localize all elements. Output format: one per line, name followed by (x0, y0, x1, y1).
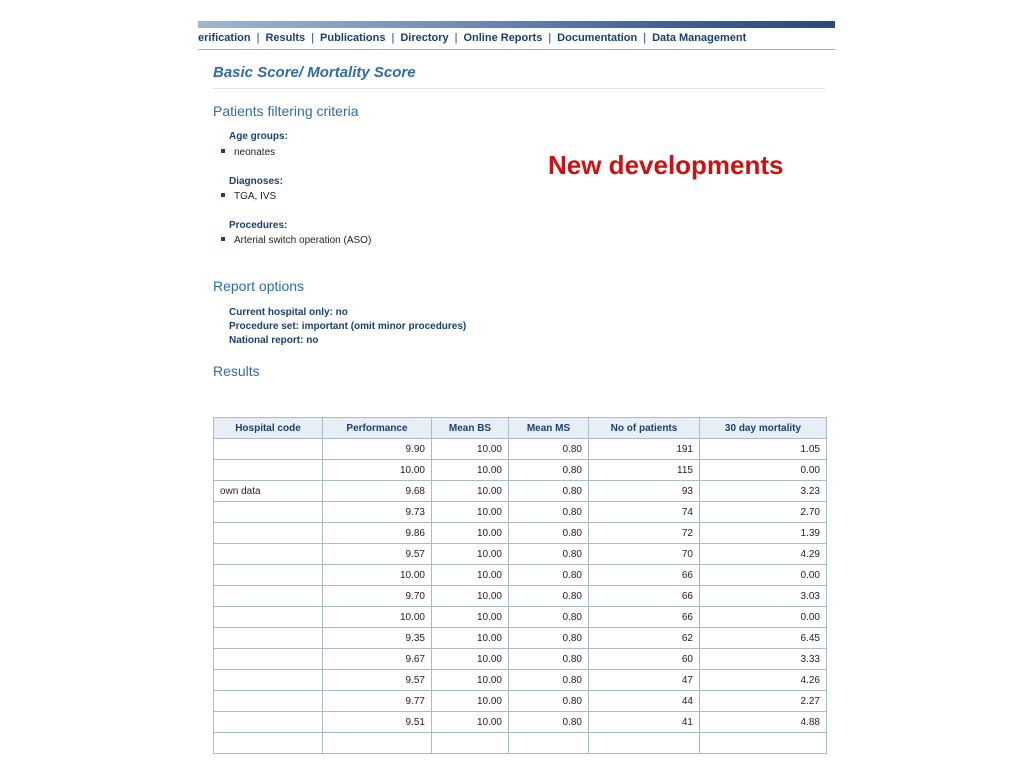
table-row (214, 544, 827, 565)
table-cell: 4.29 (700, 544, 827, 565)
filter-heading: Patients filtering criteria (213, 103, 359, 119)
table-cell: 60 (589, 649, 700, 670)
nav-link-directory[interactable]: Directory (400, 32, 449, 44)
nav-separator: | (548, 32, 552, 44)
table-cell (214, 586, 323, 607)
table-cell: 0.80 (509, 607, 589, 628)
table-cell: 9.57 (323, 670, 432, 691)
table-cell: 47 (589, 670, 700, 691)
table-cell: 3.23 (700, 481, 827, 502)
table-cell (214, 439, 323, 460)
table-cell: 4.26 (700, 670, 827, 691)
nav-link-results[interactable]: Results (265, 32, 306, 44)
table-row (214, 460, 827, 481)
table-cell: 10.00 (432, 565, 509, 586)
table-cell: 10.00 (432, 586, 509, 607)
nav-link-publications[interactable]: Publications (320, 32, 386, 44)
table-cell: 0.80 (509, 670, 589, 691)
table-cell: 41 (589, 712, 700, 733)
current-hospital-option: Current hospital only: no (229, 307, 348, 318)
table-cell: 9.35 (323, 628, 432, 649)
column-header: No of patients (589, 418, 700, 439)
table-row (214, 628, 827, 649)
procedures-value: Arterial switch operation (ASO) (234, 235, 372, 246)
bullet-icon (221, 193, 225, 197)
table-cell: 0.80 (509, 691, 589, 712)
table-cell (214, 523, 323, 544)
table-cell: 0.80 (509, 565, 589, 586)
table-row (214, 670, 827, 691)
table-row (214, 439, 827, 460)
nav-separator: | (643, 32, 647, 44)
table-cell: own data (214, 481, 323, 502)
nav-link-online-reports[interactable]: Online Reports (463, 32, 543, 44)
nav-separator: | (391, 32, 395, 44)
age-groups-label: Age groups: (229, 131, 288, 142)
table-cell (214, 691, 323, 712)
table-cell (214, 565, 323, 586)
table-cell (214, 460, 323, 481)
table-cell: 72 (589, 523, 700, 544)
table-cell: 3.03 (700, 586, 827, 607)
table-cell: 9.90 (323, 439, 432, 460)
column-header: Mean MS (509, 418, 589, 439)
age-groups-item (221, 147, 275, 158)
table-cell: 66 (589, 586, 700, 607)
table-cell (214, 628, 323, 649)
table-cell: 0.00 (700, 607, 827, 628)
table-row (214, 649, 827, 670)
table-row (214, 733, 827, 754)
table-cell: 10.00 (432, 607, 509, 628)
nav-separator: | (454, 32, 458, 44)
nav-link-erification[interactable]: erification (198, 32, 251, 44)
table-cell: 2.27 (700, 691, 827, 712)
results-heading: Results (213, 363, 260, 379)
table-cell: 74 (589, 502, 700, 523)
table-cell: 0.80 (509, 628, 589, 649)
table-cell: 0.00 (700, 565, 827, 586)
table-cell (432, 733, 509, 754)
table-cell: 0.80 (509, 439, 589, 460)
table-cell: 6.45 (700, 628, 827, 649)
table-cell: 0.00 (700, 460, 827, 481)
table-cell: 0.80 (509, 712, 589, 733)
new-developments-callout: New developments (548, 150, 784, 180)
bullet-icon (221, 237, 225, 241)
nav-separator: | (256, 32, 260, 44)
table-cell: 10.00 (323, 565, 432, 586)
table-cell: 3.33 (700, 649, 827, 670)
table-cell: 10.00 (432, 481, 509, 502)
table-cell: 191 (589, 439, 700, 460)
table-cell: 0.80 (509, 502, 589, 523)
table-cell: 0.80 (509, 523, 589, 544)
table-row (214, 607, 827, 628)
nav-link-data-management[interactable]: Data Management (652, 32, 747, 44)
table-row (214, 481, 827, 502)
table-cell (214, 502, 323, 523)
table-cell: 9.77 (323, 691, 432, 712)
table-cell: 4.88 (700, 712, 827, 733)
table-cell (214, 712, 323, 733)
table-cell: 10.00 (432, 439, 509, 460)
title-divider (213, 88, 825, 89)
table-cell: 0.80 (509, 460, 589, 481)
age-groups-value: neonates (234, 147, 276, 158)
table-cell: 10.00 (432, 712, 509, 733)
table-cell: 0.80 (509, 586, 589, 607)
table-cell: 0.80 (509, 481, 589, 502)
table-cell: 0.80 (509, 544, 589, 565)
table-cell (214, 649, 323, 670)
procedures-item (221, 235, 371, 246)
table-cell: 9.73 (323, 502, 432, 523)
page-title: Basic Score/ Mortality Score (213, 64, 416, 81)
table-cell: 9.70 (323, 586, 432, 607)
diagnoses-item (221, 191, 276, 202)
table-cell: 10.00 (323, 607, 432, 628)
diagnoses-value: TGA, IVS (234, 191, 277, 202)
table-row (214, 691, 827, 712)
table-cell: 66 (589, 565, 700, 586)
table-cell: 9.51 (323, 712, 432, 733)
national-report-option: National report: no (229, 335, 319, 346)
bullet-icon (221, 149, 225, 153)
top-navigation (198, 28, 835, 50)
table-row (214, 586, 827, 607)
table-cell: 62 (589, 628, 700, 649)
table-cell: 9.86 (323, 523, 432, 544)
nav-link-documentation[interactable]: Documentation (557, 32, 638, 44)
table-cell: 9.57 (323, 544, 432, 565)
table-cell: 93 (589, 481, 700, 502)
report-options-heading: Report options (213, 278, 305, 294)
table-cell: 10.00 (432, 502, 509, 523)
table-cell: 10.00 (432, 523, 509, 544)
column-header: Hospital code (214, 418, 323, 439)
procedure-set-option: Procedure set: important (omit minor procedures) (229, 321, 467, 332)
table-cell (214, 544, 323, 565)
table-cell: 1.05 (700, 439, 827, 460)
table-cell (589, 733, 700, 754)
column-header: Mean BS (432, 418, 509, 439)
table-cell: 44 (589, 691, 700, 712)
table-cell (509, 733, 589, 754)
table-cell: 1.39 (700, 523, 827, 544)
column-header: Performance (323, 418, 432, 439)
table-row (214, 523, 827, 544)
table-cell: 9.67 (323, 649, 432, 670)
table-cell (214, 607, 323, 628)
table-cell: 10.00 (432, 670, 509, 691)
table-cell: 9.68 (323, 481, 432, 502)
nav-separator: | (311, 32, 315, 44)
procedures-label: Procedures: (229, 220, 288, 231)
table-cell (700, 733, 827, 754)
table-header-row (214, 418, 827, 439)
table-cell: 10.00 (432, 544, 509, 565)
results-table (213, 417, 827, 754)
table-cell: 0.80 (509, 649, 589, 670)
table-cell (214, 733, 323, 754)
table-row (214, 712, 827, 733)
table-row (214, 502, 827, 523)
header-banner (198, 21, 835, 28)
table-cell: 70 (589, 544, 700, 565)
table-cell: 10.00 (432, 628, 509, 649)
diagnoses-label: Diagnoses: (229, 176, 283, 187)
table-cell: 2.70 (700, 502, 827, 523)
table-cell: 10.00 (323, 460, 432, 481)
table-cell (323, 733, 432, 754)
table-cell: 10.00 (432, 691, 509, 712)
table-cell: 10.00 (432, 649, 509, 670)
column-header: 30 day mortality (700, 418, 827, 439)
table-cell (214, 670, 323, 691)
table-cell: 10.00 (432, 460, 509, 481)
table-cell: 115 (589, 460, 700, 481)
table-cell: 66 (589, 607, 700, 628)
table-row (214, 565, 827, 586)
